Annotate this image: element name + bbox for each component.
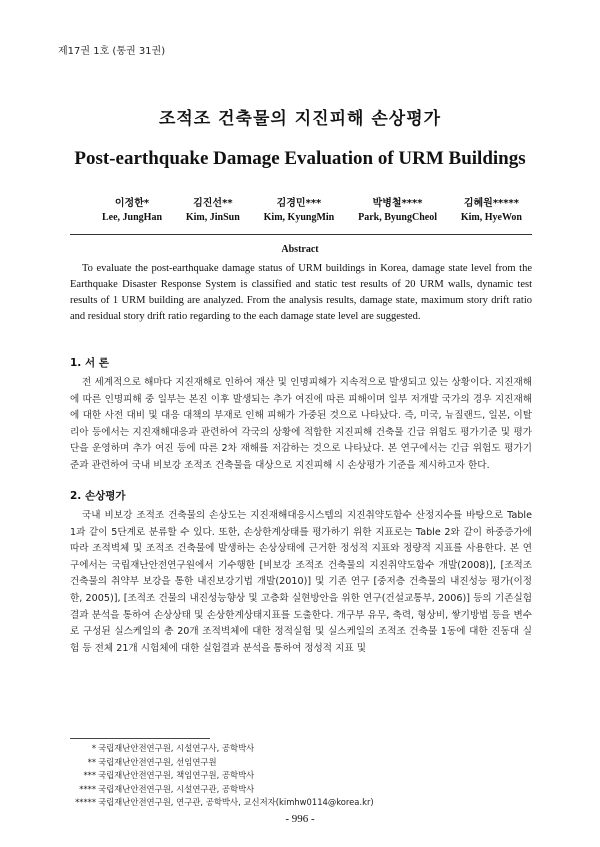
abstract-divider [70, 234, 532, 235]
footnote-text: 국립재난안전연구원, 선임연구원 [98, 756, 217, 767]
author-name-en: Kim, JinSun [185, 212, 240, 223]
author-name-en: Lee, JungHan [102, 212, 163, 223]
section-text-intro: 전 세계적으로 해마다 지진재해로 인하여 재산 및 인명피해가 지속적으로 발생되고 있는 상황이다. 지진재해에 따른 인명피해 중 일부는 본진 이후 발생되는 추가 여진에 따른 피해이며 일부 저개발 국가의 경우 지진재해에 대한 사전 대비 및 대응 대책의 부재로 인해 피해가 가중된 것으로 나타났다. 즉, 미국, 뉴질랜드, 일본, 이탈리아 등에서는 지진재해대응과 관련하여 각국의 상황에 적합한 지진피해 건축물 긴급 위험도 평가기준 및 평가단을 운영하며 추가 여진 등에 따른 2차 재해를 저감하는 것으로 나타났다. 본 연구에서는 긴급 위험도 평가기준과 관련하여 국내 비보강 조적조 건축물을 대상으로 지진피해 시 손상평가 기준을 제시하고자 한다. [70, 377, 532, 471]
section-heading-intro: 1. 서 론 [70, 357, 109, 369]
author-name-ko: 박병철**** [372, 198, 423, 209]
author-name-en: Kim, HyeWon [460, 212, 522, 223]
abstract-text: To evaluate the post-earthquake damage status of URM buildings in Korea, damage state level from the Earthquake Disaster Response System is classified and static test results of 20 URM walls, dynamic test results of 1 URM building are analyzed. From the analysis results, damage state, maximum story drift ratio and residual story drift ratio regarding to the each damage state level are suggested. [70, 263, 532, 322]
author-name-ko: 이정한* [114, 198, 150, 209]
author-name-ko: 김경민*** [276, 198, 322, 209]
author-name-en: Park, ByungCheol [358, 212, 437, 223]
title-english: Post-earthquake Damage Evaluation of URM Buildings [74, 148, 526, 169]
author-name-ko: 김진선** [193, 198, 233, 209]
footnotes [70, 742, 374, 810]
footnote-mark: ** [87, 756, 96, 767]
footnote [70, 756, 374, 770]
footnote [70, 783, 374, 797]
section-heading-damage: 2. 손상평가 [70, 490, 126, 502]
footnote-mark: ***** [75, 797, 96, 808]
footnote [70, 742, 374, 756]
footnote-mark: **** [79, 783, 96, 794]
footnote [70, 769, 374, 783]
author-name-en: Kim, KyungMin [263, 212, 335, 223]
footnote-text: 국립재난안전연구원, 연구관, 공학박사, 교신저자(kimhw0114@korea.kr) [98, 797, 374, 808]
footnote-mark: *** [83, 770, 96, 781]
title-korean: 조적조 건축물의 지진피해 손상평가 [158, 109, 442, 129]
author-name-ko: 김혜원***** [463, 198, 519, 209]
footnote-text: 국립재난안전연구원, 책임연구원, 공학박사 [98, 770, 255, 781]
author [358, 194, 437, 223]
author [264, 194, 335, 223]
author [102, 194, 162, 223]
footnote-mark: * [91, 743, 96, 753]
abstract-heading: Abstract [281, 244, 319, 255]
author [461, 194, 522, 223]
volume-header: 제17권 1호 (통권 31권) [58, 46, 166, 57]
section-text-damage: 국내 비보강 조적조 건축물의 손상도는 지진재해대응시스템의 지진취약도함수 산정지수를 바탕으로 Table 1과 같이 5단계로 분류할 수 있다. 또한, 손상한계상태를 평가하기 위한 지표로는 Table 2와 같이 하중증가에 따라 조적벽체 및 조적조 건축물에 발생하는 손상상태에 근거한 정성적 지표와 정량적 지표를 사용한다. 본 연구에서는 국립재난안전연구원에서 기수행한 [비보강 조적조 건축물의 지진취약도함수 개발(2008)], [조적조 건축물의 취약부 보강을 통한 내진보강기법 개발(2010)] 및 기존 연구 [중저층 건축물의 내진성능 평가(이정한, 2005)], [조적조 건물의 내진성능향상 및 고층화 실현방안을 위한 연구(건설교통부, 2006)] 등의 기존실험결과 분석을 통하여 손상상태 및 손상한계상태지표를 도출한다. 개구부 유무, 축력, 형상비, 쌓기방법 등을 변수로 구성된 실스케일의 총 20개 조적벽체에 대한 정적실험 및 실스케일의 조적조 건축물 1동에 대한 진동대 실험 등 전체 21개 시험체에 대한 실험결과 분석을 통하여 정성적 지표 및 [70, 510, 532, 654]
footnote-divider [70, 738, 210, 739]
footnote [70, 796, 374, 810]
page-number: - 996 - [285, 813, 315, 825]
footnote-text: 국립재난안전연구원, 시설연구사, 공학박사 [98, 743, 255, 753]
author-list [102, 194, 522, 223]
author [186, 194, 240, 223]
footnote-text: 국립재난안전연구원, 시설연구관, 공학박사 [98, 783, 255, 794]
